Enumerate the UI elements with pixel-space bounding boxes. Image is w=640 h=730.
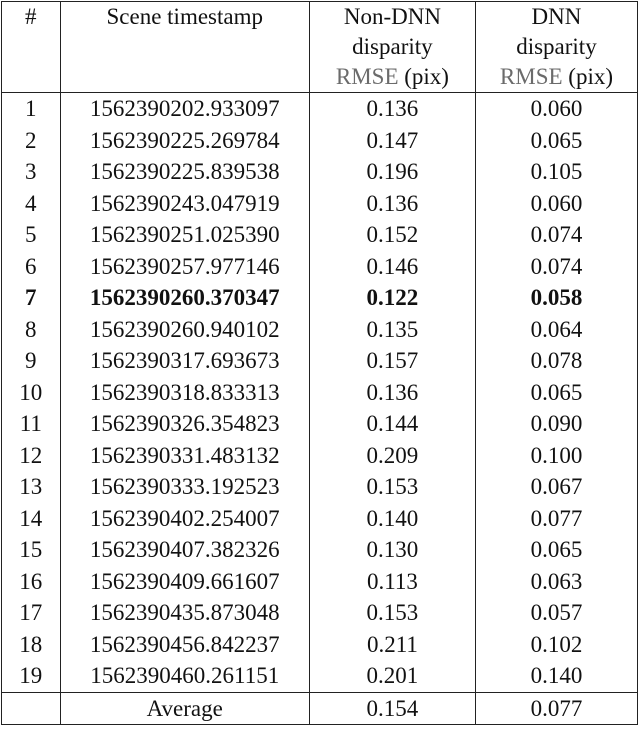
- row-index-cell: 11: [2, 408, 61, 440]
- header-timestamp: [60, 2, 309, 93]
- row-non-dnn-cell: 0.196: [309, 156, 475, 188]
- row-dnn-cell: 0.140: [475, 660, 637, 692]
- table-row: [2, 566, 638, 598]
- row-non-dnn-cell: 0.140: [309, 503, 475, 535]
- row-dnn-cell: 0.077: [475, 503, 637, 535]
- row-non-dnn-cell: 0.157: [309, 345, 475, 377]
- row-timestamp-cell: 1562390317.693673: [60, 345, 309, 377]
- header-index-label: #: [25, 4, 37, 29]
- row-timestamp-cell: 1562390456.842237: [60, 629, 309, 661]
- row-timestamp-cell: 1562390409.661607: [60, 566, 309, 598]
- row-dnn-cell: 0.067: [475, 471, 637, 503]
- row-index-cell: 10: [2, 377, 61, 409]
- row-index-cell: 17: [2, 597, 61, 629]
- row-non-dnn-cell: 0.136: [309, 377, 475, 409]
- row-dnn-cell: 0.063: [475, 566, 637, 598]
- row-index-cell: 15: [2, 534, 61, 566]
- row-non-dnn-cell: 0.153: [309, 471, 475, 503]
- row-non-dnn-cell: 0.144: [309, 408, 475, 440]
- row-index-cell: 8: [2, 314, 61, 346]
- row-index-cell: 6: [2, 251, 61, 283]
- row-timestamp-cell: 1562390460.261151: [60, 660, 309, 692]
- table-footer: [2, 692, 638, 725]
- row-dnn-cell: 0.074: [475, 251, 637, 283]
- row-timestamp-cell: 1562390326.354823: [60, 408, 309, 440]
- table-row: [2, 660, 638, 692]
- row-timestamp-cell: 1562390225.839538: [60, 156, 309, 188]
- row-index-cell: 2: [2, 125, 61, 157]
- row-dnn-cell: 0.074: [475, 219, 637, 251]
- table-row: [2, 251, 638, 283]
- header-non-dnn-line2: disparity: [352, 34, 433, 59]
- table-row: [2, 314, 638, 346]
- header-non-dnn-rmse: RMSE: [335, 64, 399, 89]
- average-index-cell: [2, 692, 61, 725]
- row-dnn-cell: 0.065: [475, 534, 637, 566]
- row-dnn-cell: 0.100: [475, 440, 637, 472]
- table-row: [2, 534, 638, 566]
- table-row: [2, 471, 638, 503]
- row-timestamp-cell: 1562390243.047919: [60, 188, 309, 220]
- row-timestamp-cell: 1562390257.977146: [60, 251, 309, 283]
- table-row: [2, 188, 638, 220]
- header-non-dnn: [309, 2, 475, 93]
- row-dnn-cell: 0.060: [475, 93, 637, 125]
- row-dnn-cell: 0.065: [475, 125, 637, 157]
- row-non-dnn-cell: 0.135: [309, 314, 475, 346]
- row-non-dnn-cell: 0.136: [309, 188, 475, 220]
- header-dnn-line3: [476, 62, 637, 92]
- row-timestamp-cell: 1562390251.025390: [60, 219, 309, 251]
- row-non-dnn-cell: 0.122: [309, 282, 475, 314]
- row-index-cell: 13: [2, 471, 61, 503]
- row-dnn-cell: 0.058: [475, 282, 637, 314]
- average-label-cell: Average: [60, 692, 309, 725]
- table-header: [2, 2, 638, 93]
- row-timestamp-cell: 1562390318.833313: [60, 377, 309, 409]
- row-index-cell: 16: [2, 566, 61, 598]
- row-index-cell: 3: [2, 156, 61, 188]
- row-timestamp-cell: 1562390225.269784: [60, 125, 309, 157]
- row-index-cell: 9: [2, 345, 61, 377]
- row-dnn-cell: 0.057: [475, 597, 637, 629]
- row-non-dnn-cell: 0.201: [309, 660, 475, 692]
- header-dnn-line2: disparity: [516, 34, 597, 59]
- row-non-dnn-cell: 0.152: [309, 219, 475, 251]
- header-non-dnn-unit: (pix): [398, 64, 449, 89]
- row-timestamp-cell: 1562390407.382326: [60, 534, 309, 566]
- table-row: [2, 93, 638, 125]
- table-row: [2, 125, 638, 157]
- row-timestamp-cell: 1562390202.933097: [60, 93, 309, 125]
- header-dnn-line1: DNN: [531, 4, 582, 29]
- header-non-dnn-line3: [310, 62, 475, 92]
- table-row: [2, 156, 638, 188]
- table-row: [2, 503, 638, 535]
- table-row: [2, 629, 638, 661]
- row-timestamp-cell: 1562390402.254007: [60, 503, 309, 535]
- header-dnn-rmse: RMSE: [499, 64, 563, 89]
- row-timestamp-cell: 1562390331.483132: [60, 440, 309, 472]
- header-non-dnn-line1: Non-DNN: [343, 4, 441, 29]
- table-row: [2, 408, 638, 440]
- row-timestamp-cell: 1562390260.940102: [60, 314, 309, 346]
- average-non-dnn-cell: 0.154: [309, 692, 475, 725]
- table-row: [2, 345, 638, 377]
- row-dnn-cell: 0.078: [475, 345, 637, 377]
- row-non-dnn-cell: 0.113: [309, 566, 475, 598]
- row-index-cell: 4: [2, 188, 61, 220]
- row-non-dnn-cell: 0.147: [309, 125, 475, 157]
- row-index-cell: 14: [2, 503, 61, 535]
- row-non-dnn-cell: 0.209: [309, 440, 475, 472]
- row-timestamp-cell: 1562390435.873048: [60, 597, 309, 629]
- row-timestamp-cell: 1562390260.370347: [60, 282, 309, 314]
- row-non-dnn-cell: 0.153: [309, 597, 475, 629]
- row-dnn-cell: 0.064: [475, 314, 637, 346]
- row-timestamp-cell: 1562390333.192523: [60, 471, 309, 503]
- header-dnn-unit: (pix): [562, 64, 614, 89]
- row-non-dnn-cell: 0.146: [309, 251, 475, 283]
- row-dnn-cell: 0.090: [475, 408, 637, 440]
- row-index-cell: 19: [2, 660, 61, 692]
- header-timestamp-label: Scene timestamp: [106, 4, 263, 29]
- row-index-cell: 12: [2, 440, 61, 472]
- table-row: [2, 597, 638, 629]
- table-body: [2, 93, 638, 693]
- header-index: [2, 2, 61, 93]
- table-row: [2, 219, 638, 251]
- row-non-dnn-cell: 0.130: [309, 534, 475, 566]
- header-row: [2, 2, 638, 93]
- table-row: [2, 282, 638, 314]
- header-dnn: [475, 2, 637, 93]
- table-row: [2, 440, 638, 472]
- row-index-cell: 1: [2, 93, 61, 125]
- row-non-dnn-cell: 0.211: [309, 629, 475, 661]
- row-index-cell: 7: [2, 282, 61, 314]
- average-dnn-cell: 0.077: [475, 692, 637, 725]
- row-dnn-cell: 0.060: [475, 188, 637, 220]
- row-dnn-cell: 0.102: [475, 629, 637, 661]
- row-index-cell: 18: [2, 629, 61, 661]
- row-non-dnn-cell: 0.136: [309, 93, 475, 125]
- rmse-table: [1, 1, 638, 725]
- table-row: [2, 377, 638, 409]
- average-row: [2, 692, 638, 725]
- row-dnn-cell: 0.105: [475, 156, 637, 188]
- row-index-cell: 5: [2, 219, 61, 251]
- row-dnn-cell: 0.065: [475, 377, 637, 409]
